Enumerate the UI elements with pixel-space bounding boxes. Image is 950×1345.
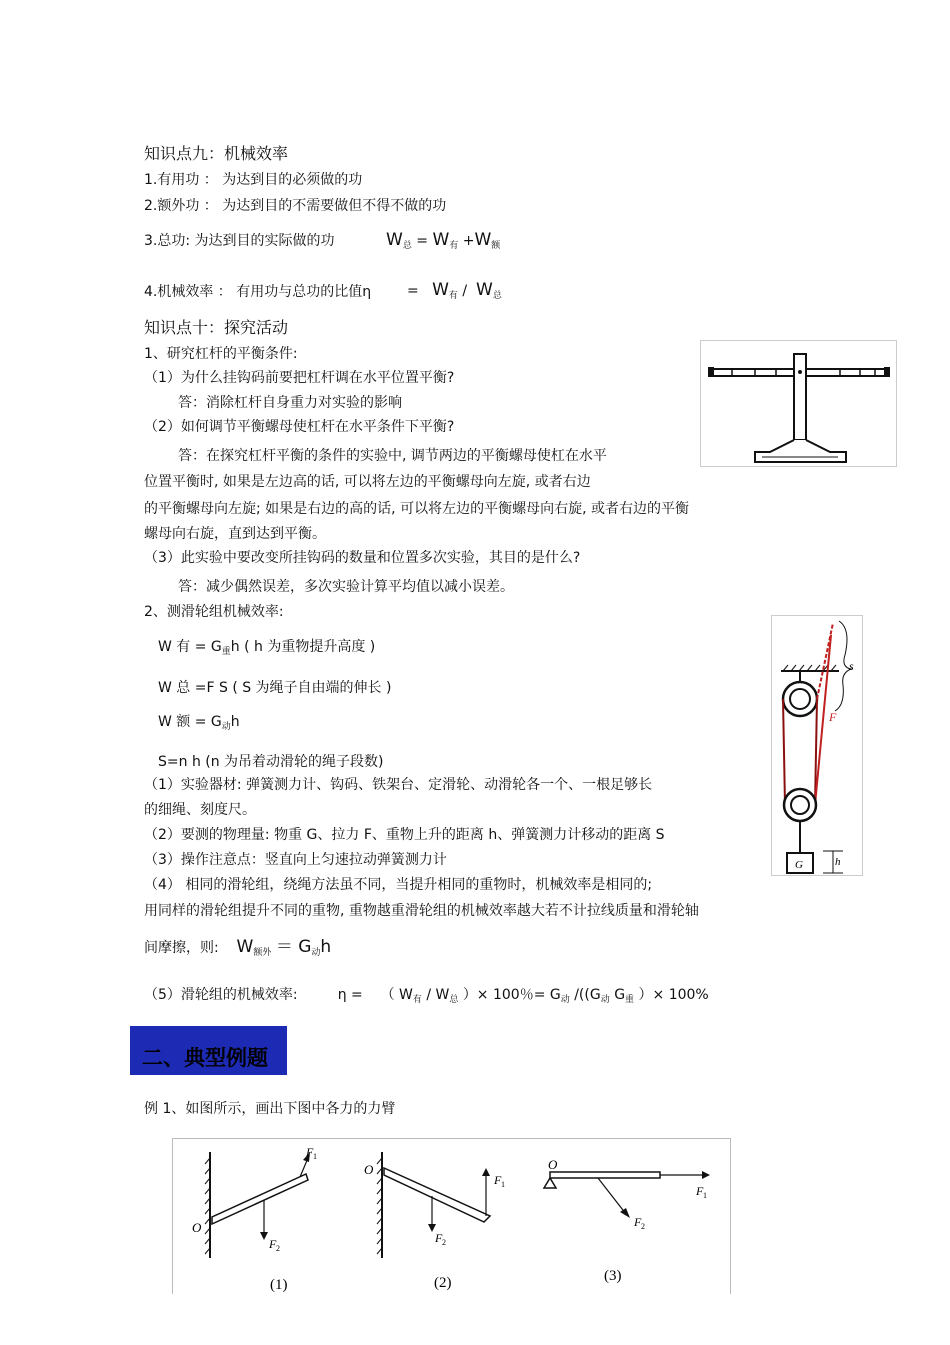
svg-text:1: 1 (313, 1152, 317, 1161)
pulley-label-s: s (849, 659, 854, 673)
lever-a2-line2: 位置平衡时, 如果是左边高的话, 可以将左边的平衡螺母向左旋, 或者右边 (144, 474, 591, 490)
lever-heading: 1、研究杠杆的平衡条件: (144, 346, 298, 362)
figure-label-2: (2) (434, 1275, 452, 1291)
svg-text:F: F (696, 1184, 704, 1198)
lever-apparatus-figure (700, 340, 898, 468)
formula-extra: W 额 = $G_动h$ (158, 714, 240, 732)
lever-a2-line4: 螺母向右旋，直到达到平衡。 (144, 526, 326, 542)
svg-text:F: F (494, 1173, 502, 1187)
efficiency-formula: = $W_有 / W_总$ (407, 280, 502, 301)
svg-text:F: F (269, 1237, 277, 1251)
pulley-heading: 2、测滑轮组机械效率: (144, 604, 284, 620)
total-work-line: 3.总功: 为达到目的实际做的功 (144, 233, 335, 249)
item4-line2: 用同样的滑轮组提升不同的重物, 重物越重滑轮组的机械效率越大若不计拉线质量和滑轮轴 (144, 903, 699, 919)
useful-work-line: 1.有用功 ： 为达到目的必须做的功 (144, 172, 363, 188)
lever-a2-line3: 的平衡螺母向左旋; 如果是右边的高的话, 可以将左边的平衡螺母向右旋, 或者右边的平衡 (144, 501, 689, 517)
item4-line3: 间摩擦，则: $W_{额外} = G_动h$ (144, 937, 332, 958)
lever-q2: （2）如何调节平衡螺母使杠杆在水平条件下平衡? (144, 419, 455, 435)
section9-title: 知识点九：机械效率 (144, 144, 289, 163)
svg-text:O: O (192, 1220, 202, 1235)
extra-work-line: 2.额外功 ： 为达到目的不需要做但不得不做的功 (144, 198, 447, 214)
efficiency-line: 4.机械效率 ： 有用功与总功的比值η (144, 284, 372, 300)
item5: （5）滑轮组的机械效率: η = （ $W_有 / W_总$ ）× 100％= $G_动$ $/((G_动$ $G_重$ ）× 100% (144, 987, 709, 1005)
lever-q3: （3）此实验中要改变所挂钩码的数量和位置多次实验，其目的是什么? (144, 550, 581, 566)
section10-title: 知识点十：探究活动 (144, 318, 289, 337)
item3: （3）操作注意点：竖直向上匀速拉动弹簧测力计 (144, 852, 447, 868)
item1-line2: 的细绳、刻度尺。 (144, 802, 256, 818)
pulley-label-F: F (829, 710, 837, 724)
item2: （2）要测的物理量: 物重 G、拉力 F、重物上升的距离 h、弹簧测力计移动的距离 S (144, 827, 665, 843)
svg-text:1: 1 (501, 1180, 505, 1189)
formula-total: W 总 =F S ( S 为绳子自由端的伸长 ) (158, 680, 392, 696)
section-banner (130, 1026, 287, 1075)
example-prompt: 例 1、如图所示，画出下图中各力的力臂 (144, 1101, 396, 1117)
pulley-system-figure (771, 615, 864, 877)
svg-text:1: 1 (703, 1191, 707, 1200)
pulley-label-h: h (835, 856, 841, 868)
pulley-label-G: G (795, 859, 803, 871)
figure-label-3: (3) (604, 1268, 622, 1284)
section-banner-text: 二、典型例题 (142, 1045, 268, 1070)
figure-label-1: (1) (270, 1277, 288, 1293)
lever-q1: （1）为什么挂钩码前要把杠杆调在水平位置平衡? (144, 370, 455, 386)
svg-text:F: F (634, 1215, 642, 1229)
formula-s: S=n h (n 为吊着动滑轮的绳子段数) (158, 754, 384, 770)
svg-text:2: 2 (442, 1238, 446, 1247)
lever-a2-line1: 答：在探究杠杆平衡的条件的实验中, 调节两边的平衡螺母使杠在水平 (178, 448, 607, 464)
total-work-formula: $W_总 = W_有 +W_额$ (386, 230, 501, 251)
svg-text:O: O (548, 1157, 558, 1172)
item1-line1: （1）实验器材: 弹簧测力计、钩码、铁架台、定滑轮、动滑轮各一个、一根足够长 (144, 777, 653, 793)
formula-useful: W 有 = $G_重h$ ( h 为重物提升高度 ) (158, 639, 376, 657)
svg-text:2: 2 (641, 1222, 645, 1231)
svg-text:F: F (306, 1145, 314, 1159)
svg-text:2: 2 (276, 1244, 280, 1253)
svg-text:O: O (364, 1162, 374, 1177)
item4-line1: （4） 相同的滑轮组，绕绳方法虽不同，当提升相同的重物时，机械效率是相同的; (144, 877, 653, 893)
lever-a1: 答：消除杠杆自身重力对实验的影响 (178, 395, 402, 411)
lever-force-diagrams (172, 1138, 732, 1294)
lever-a3: 答：减少偶然误差，多次实验计算平均值以减小误差。 (178, 579, 514, 595)
svg-text:F: F (435, 1231, 443, 1245)
